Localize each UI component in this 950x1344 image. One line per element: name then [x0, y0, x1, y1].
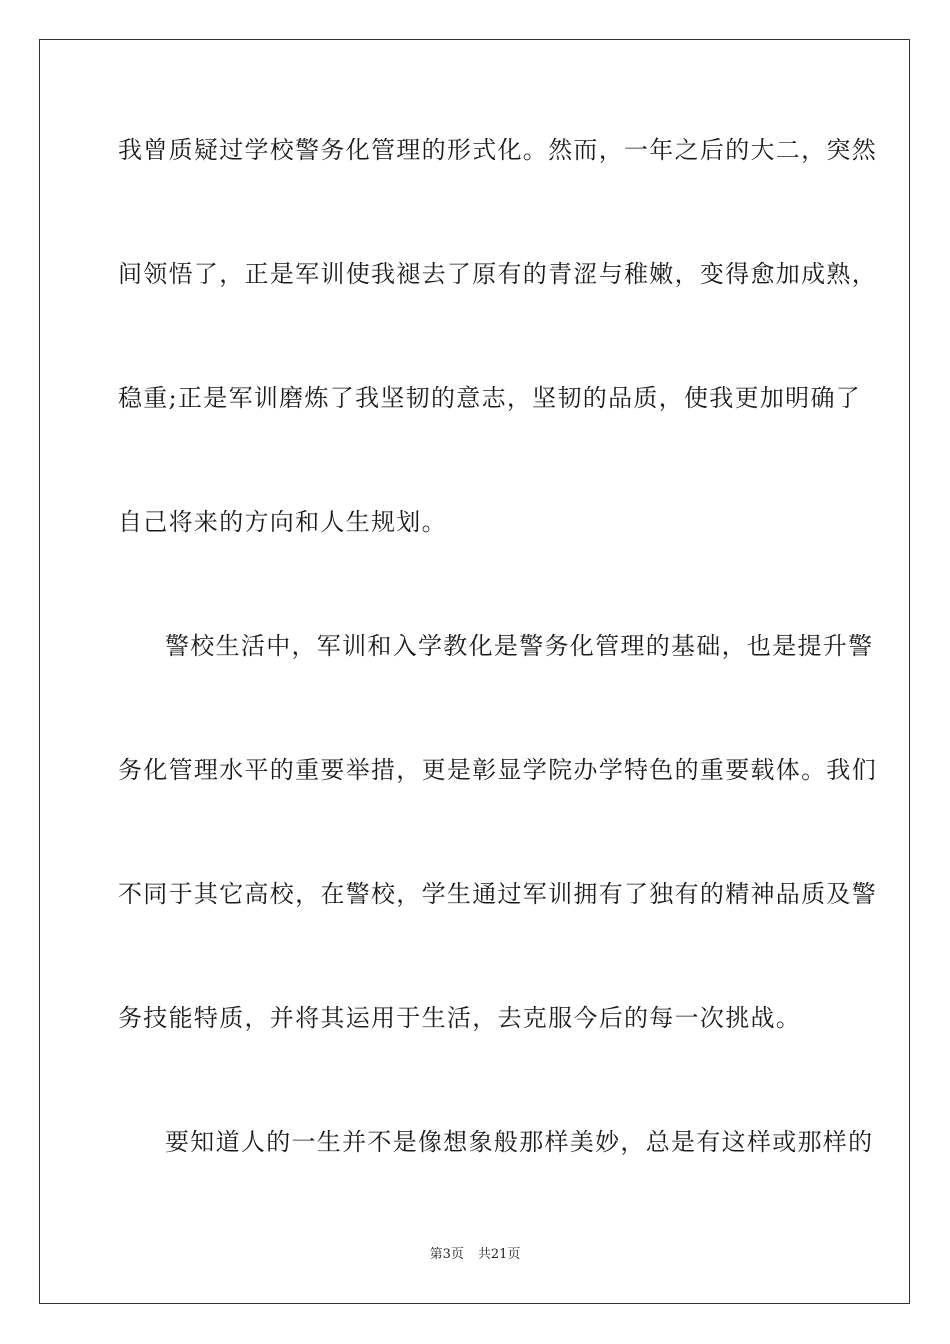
paragraph-line: 我曾质疑过学校警务化管理的形式化。然而，一年之后的大二，突然: [118, 136, 877, 164]
paragraph-line: 要知道人的一生并不是像想象般那样美妙，总是有这样或那样的: [165, 1128, 874, 1156]
page-footer: [0, 1247, 950, 1263]
paragraph-line: 务化管理水平的重要举措，更是彰显学院办学特色的重要载体。我们: [118, 756, 877, 784]
paragraph-line: 务技能特质，并将其运用于生活，去克服今后的每一次挑战。: [118, 1004, 802, 1032]
page-frame: [39, 39, 910, 1304]
paragraph-line: 间领悟了，正是军训使我褪去了原有的青涩与稚嫩，变得愈加成熟，: [118, 260, 877, 288]
paragraph-line: 警校生活中，军训和入学教化是警务化管理的基础，也是提升警: [165, 632, 874, 660]
paragraph-line: 稳重;正是军训磨炼了我坚韧的意志，坚韧的品质，使我更加明确了: [118, 384, 862, 412]
paragraph-line: 不同于其它高校，在警校，学生通过军训拥有了独有的精神品质及警: [118, 880, 877, 908]
page-total: 共21页: [477, 1247, 521, 1262]
page-number: 第3页: [429, 1247, 464, 1262]
paragraph-line: 自己将来的方向和人生规划。: [118, 508, 447, 536]
